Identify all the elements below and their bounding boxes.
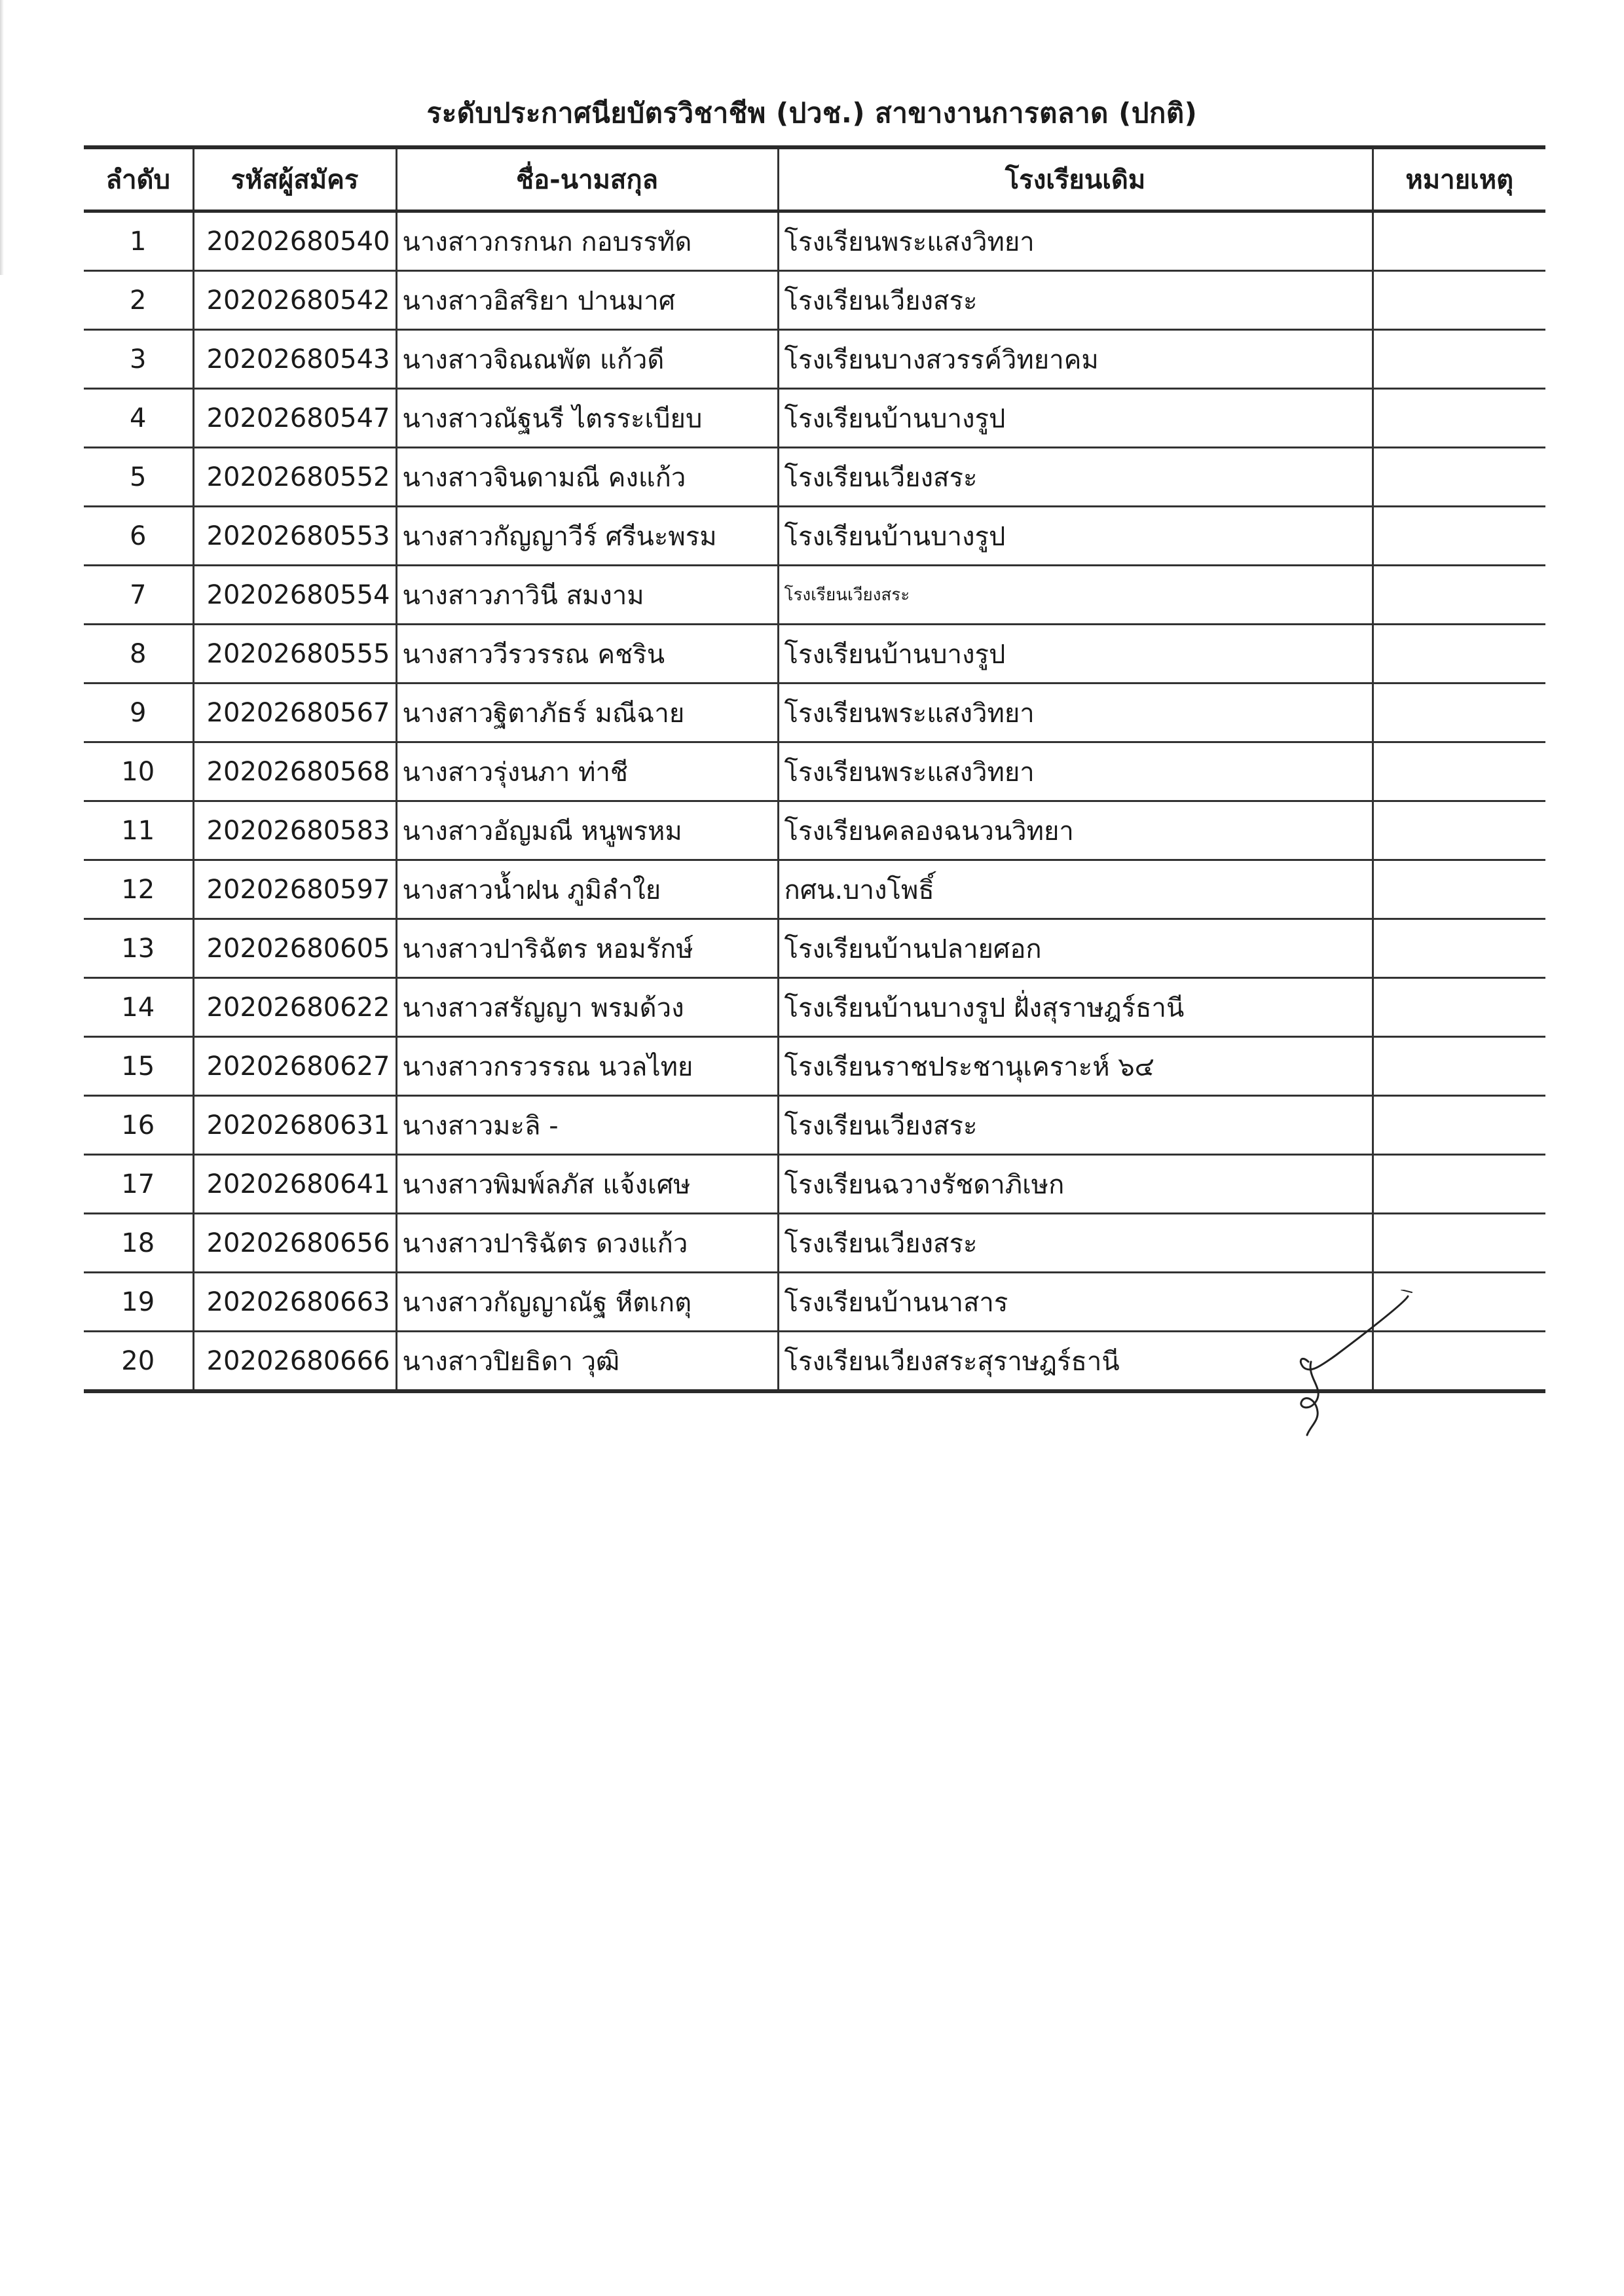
- applicant-id: 20202680663: [193, 1273, 396, 1332]
- table-row: [84, 448, 1545, 507]
- applicant-id: 20202680542: [193, 271, 396, 330]
- previous-school: โรงเรียนบ้านบางรูป: [778, 507, 1373, 566]
- applicant-name: นางสาวอิสริยา ปานมาศ: [396, 271, 778, 330]
- applicant-name: นางสาวปาริฉัตร หอมรักษ์: [396, 919, 778, 978]
- remarks: [1373, 683, 1545, 742]
- previous-school: โรงเรียนคลองฉนวนวิทยา: [778, 801, 1373, 860]
- column-header-previous-school: โรงเรียนเดิม: [778, 147, 1373, 211]
- applicant-name: นางสาวอัญมณี หนูพรหม: [396, 801, 778, 860]
- table-header-row: [84, 147, 1545, 211]
- row-number: 18: [84, 1214, 193, 1273]
- remarks: [1373, 271, 1545, 330]
- previous-school: โรงเรียนบ้านบางรูป ฝั่งสุราษฎร์ธานี: [778, 978, 1373, 1037]
- applicant-name: นางสาวปิยธิดา วุฒิ: [396, 1332, 778, 1392]
- previous-school: โรงเรียนพระแสงวิทยา: [778, 683, 1373, 742]
- applicant-id: 20202680605: [193, 919, 396, 978]
- applicant-table: [84, 145, 1545, 1393]
- previous-school: โรงเรียนบ้านปลายศอก: [778, 919, 1373, 978]
- table-row: [84, 1096, 1545, 1155]
- applicant-name: นางสาวพิมพ์ลภัส แจ้งเศษ: [396, 1155, 778, 1214]
- table-row: [84, 507, 1545, 566]
- remarks: [1373, 389, 1545, 448]
- previous-school: โรงเรียนเวียงสระ: [778, 271, 1373, 330]
- remarks: [1373, 742, 1545, 801]
- scan-edge-shadow: [0, 0, 4, 275]
- applicant-id: 20202680543: [193, 330, 396, 389]
- row-number: 16: [84, 1096, 193, 1155]
- previous-school: โรงเรียนเวียงสระ: [778, 448, 1373, 507]
- previous-school: โรงเรียนเวียงสระ: [778, 1096, 1373, 1155]
- applicant-id: 20202680597: [193, 860, 396, 919]
- applicant-id: 20202680622: [193, 978, 396, 1037]
- table-row: [84, 271, 1545, 330]
- remarks: [1373, 1037, 1545, 1096]
- previous-school: โรงเรียนบางสวรรค์วิทยาคม: [778, 330, 1373, 389]
- row-number: 9: [84, 683, 193, 742]
- table-row: [84, 742, 1545, 801]
- previous-school: โรงเรียนบ้านบางรูป: [778, 625, 1373, 683]
- handwritten-signature: [1283, 1290, 1414, 1440]
- row-number: 17: [84, 1155, 193, 1214]
- remarks: [1373, 1096, 1545, 1155]
- previous-school: โรงเรียนเวียงสระ: [778, 566, 1373, 625]
- row-number: 12: [84, 860, 193, 919]
- row-number: 13: [84, 919, 193, 978]
- row-number: 1: [84, 211, 193, 271]
- applicant-id: 20202680627: [193, 1037, 396, 1096]
- table-row: [84, 919, 1545, 978]
- applicant-name: นางสาวกรกนก กอบรรทัด: [396, 211, 778, 271]
- applicant-id: 20202680553: [193, 507, 396, 566]
- applicant-id: 20202680631: [193, 1096, 396, 1155]
- remarks: [1373, 507, 1545, 566]
- applicant-id: 20202680568: [193, 742, 396, 801]
- applicant-id: 20202680656: [193, 1214, 396, 1273]
- row-number: 19: [84, 1273, 193, 1332]
- applicant-id: 20202680552: [193, 448, 396, 507]
- remarks: [1373, 625, 1545, 683]
- table-row: [84, 330, 1545, 389]
- applicant-name: นางสาววีรวรรณ คชริน: [396, 625, 778, 683]
- row-number: 3: [84, 330, 193, 389]
- row-number: 10: [84, 742, 193, 801]
- applicant-id: 20202680666: [193, 1332, 396, 1392]
- applicant-name: นางสาวฐิตาภัธร์ มณีฉาย: [396, 683, 778, 742]
- remarks: [1373, 801, 1545, 860]
- row-number: 20: [84, 1332, 193, 1392]
- applicant-name: นางสาวสรัญญา พรมด้วง: [396, 978, 778, 1037]
- remarks: [1373, 1214, 1545, 1273]
- previous-school: โรงเรียนบ้านนาสาร: [778, 1273, 1373, 1332]
- remarks: [1373, 330, 1545, 389]
- remarks: [1373, 1155, 1545, 1214]
- column-header-full-name: ชื่อ-นามสกุล: [396, 147, 778, 211]
- table-row: [84, 683, 1545, 742]
- table-row: [84, 860, 1545, 919]
- table-body: [84, 211, 1545, 1392]
- row-number: 5: [84, 448, 193, 507]
- applicant-name: นางสาวรุ่งนภา ท่าชี: [396, 742, 778, 801]
- applicant-name: นางสาวภาวินี สมงาม: [396, 566, 778, 625]
- row-number: 2: [84, 271, 193, 330]
- applicant-id: 20202680555: [193, 625, 396, 683]
- applicant-name: นางสาวมะลิ -: [396, 1096, 778, 1155]
- table-row: [84, 625, 1545, 683]
- applicant-id: 20202680554: [193, 566, 396, 625]
- page-title: ระดับประกาศนียบัตรวิชาชีพ (ปวช.) สาขางานการตลาด (ปกติ): [426, 97, 1198, 129]
- remarks: [1373, 919, 1545, 978]
- row-number: 14: [84, 978, 193, 1037]
- row-number: 15: [84, 1037, 193, 1096]
- applicant-name: นางสาวณัฐนรี ไตรระเบียบ: [396, 389, 778, 448]
- table-row: [84, 566, 1545, 625]
- column-header-remarks: หมายเหตุ: [1373, 147, 1545, 211]
- previous-school: โรงเรียนเวียงสระสุราษฎร์ธานี: [778, 1332, 1373, 1392]
- table-row: [84, 389, 1545, 448]
- previous-school: โรงเรียนพระแสงวิทยา: [778, 211, 1373, 271]
- remarks: [1373, 860, 1545, 919]
- remarks: [1373, 448, 1545, 507]
- remarks: [1373, 566, 1545, 625]
- applicant-id: 20202680567: [193, 683, 396, 742]
- table-row: [84, 1214, 1545, 1273]
- applicant-id: 20202680547: [193, 389, 396, 448]
- remarks: [1373, 211, 1545, 271]
- previous-school: โรงเรียนบ้านบางรูป: [778, 389, 1373, 448]
- applicant-name: นางสาวกัญญาวีร์ ศรีนะพรม: [396, 507, 778, 566]
- previous-school: โรงเรียนเวียงสระ: [778, 1214, 1373, 1273]
- table-row: [84, 211, 1545, 271]
- table-row: [84, 1037, 1545, 1096]
- applicant-name: นางสาวจิณณพัต แก้วดี: [396, 330, 778, 389]
- applicant-id: 20202680583: [193, 801, 396, 860]
- table-row: [84, 978, 1545, 1037]
- applicant-name: นางสาวจินดามณี คงแก้ว: [396, 448, 778, 507]
- row-number: 11: [84, 801, 193, 860]
- column-header-applicant-id: รหัสผู้สมัคร: [193, 147, 396, 211]
- row-number: 4: [84, 389, 193, 448]
- row-number: 6: [84, 507, 193, 566]
- applicant-name: นางสาวกรวรรณ นวลไทย: [396, 1037, 778, 1096]
- applicant-name: นางสาวกัญญาณัฐ หีตเกตุ: [396, 1273, 778, 1332]
- applicant-name: นางสาวปาริฉัตร ดวงแก้ว: [396, 1214, 778, 1273]
- applicant-name: นางสาวน้ำฝน ภูมิลำใย: [396, 860, 778, 919]
- row-number: 8: [84, 625, 193, 683]
- column-header-number: ลำดับ: [84, 147, 193, 211]
- remarks: [1373, 978, 1545, 1037]
- previous-school: โรงเรียนราชประชานุเคราะห์ ๖๔: [778, 1037, 1373, 1096]
- table-row: [84, 801, 1545, 860]
- applicant-id: 20202680540: [193, 211, 396, 271]
- applicant-id: 20202680641: [193, 1155, 396, 1214]
- previous-school: กศน.บางโพธิ์: [778, 860, 1373, 919]
- row-number: 7: [84, 566, 193, 625]
- previous-school: โรงเรียนฉวางรัชดาภิเษก: [778, 1155, 1373, 1214]
- previous-school: โรงเรียนพระแสงวิทยา: [778, 742, 1373, 801]
- table-row: [84, 1155, 1545, 1214]
